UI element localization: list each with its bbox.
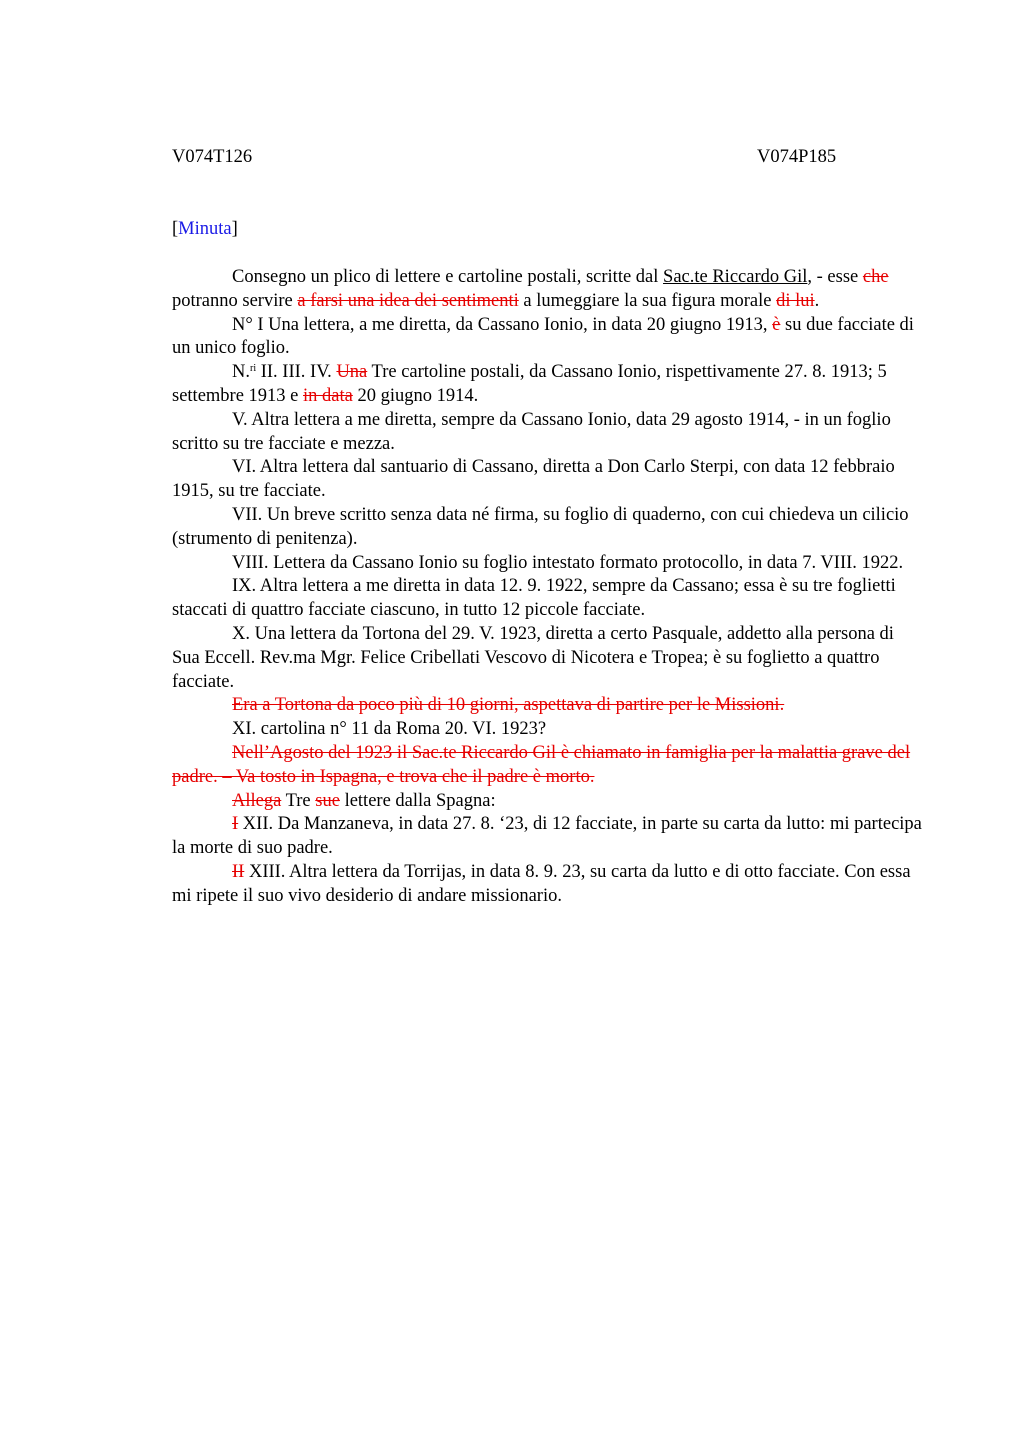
text-segment: Consegno un plico di lettere e cartoline postali, scritte dal [232, 267, 664, 287]
paragraph-deleted-tortona [172, 694, 924, 718]
text-segment: Tre cartoline postali, da Cassano Ionio, rispettivamente 27. 8. 1913; 5 settembre 1913 e [172, 362, 887, 406]
deleted-text: a farsi una idea dei sentimenti [297, 290, 519, 311]
text-segment: N. [232, 362, 250, 383]
deleted-text: è [772, 314, 781, 335]
paragraph-item-9: IX. Altra lettera a me diretta in data 12. 9. 1922, sempre da Cassano; essa è su tre foglietti staccati di quattro facciate ciascuno, in tutto 12 piccole facciate. [172, 576, 896, 621]
deleted-text: I [232, 814, 239, 835]
text-segment: su due facciate di un unico foglio. [172, 314, 914, 359]
deleted-text: II [232, 861, 245, 882]
text-segment: N° I Una lettera, a me diretta, da Cassano Ionio, in data 20 giugno 1913, [232, 314, 773, 335]
deleted-text: di lui [776, 290, 815, 311]
text-segment: , - esse [807, 267, 863, 287]
deleted-text: Allega [232, 790, 282, 811]
text-segment: a lumeggiare la sua figura morale [518, 290, 777, 311]
text-segment: 20 giugno 1914. [352, 385, 479, 406]
minuta-bracket-open: [ [172, 219, 179, 239]
deleted-text: Una [336, 362, 368, 383]
paragraph-item-2-4 [172, 361, 924, 409]
paragraph-allega [172, 790, 924, 814]
paragraph-item-7: VII. Un breve scritto senza data né firma, su foglio di quaderno, con cui chiedeva un cilicio (strumento di penitenza). [172, 504, 909, 549]
underlined-name: Sac.te Riccardo Gil [663, 267, 808, 287]
paragraph-item-11: XI. cartolina n° 11 da Roma 20. VI. 1923? [232, 719, 547, 740]
deleted-text: sue [315, 790, 340, 811]
text-segment: XII. Da Manzaneva, in data 27. 8. ‘23, di 12 facciate, in parte su carta da lutto: mi partecipa la morte di suo padre. [172, 814, 922, 859]
deleted-text: Nell’Agosto del 1923 il Sac.te Riccardo Gil è chiamato in famiglia per la malattia grave del padre. – Va tosto in Ispagna, e trova che il padre è morto. [172, 742, 911, 787]
paragraph-item-5: V. Altra lettera a me diretta, sempre da Cassano Ionio, data 29 agosto 1914, - in un foglio scritto su tre facciate e mezza. [172, 409, 891, 454]
page-header [172, 146, 844, 170]
text-segment: potranno servire [172, 290, 298, 311]
minuta-link[interactable]: Minuta [178, 219, 232, 239]
minuta-label [172, 218, 238, 242]
text-segment: Tre [281, 790, 316, 811]
text-segment: II. III. IV. [256, 362, 337, 383]
text-segment: lettere dalla Spagna: [339, 790, 496, 811]
deleted-text: che [862, 267, 889, 287]
minuta-bracket-close: ] [231, 219, 238, 239]
text-segment: . [814, 290, 820, 311]
paragraph-intro [172, 266, 924, 314]
paragraph-item-8: VIII. Lettera da Cassano Ionio su foglio intestato formato protocollo, in data 7. VIII. 1922. [232, 552, 904, 573]
paragraph-item-13 [172, 861, 924, 909]
deleted-text: Era a Tortona da poco più di 10 giorni, aspettava di partire per le Missioni. [232, 695, 785, 716]
paragraph-deleted-agosto [172, 742, 924, 790]
document-code-left: V074T126 [172, 147, 253, 167]
superscript: ri [250, 363, 257, 375]
deleted-text: in data [303, 385, 353, 406]
paragraph-item-6: VI. Altra lettera dal santuario di Cassano, diretta a Don Carlo Sterpi, con data 12 febbraio 1915, su tre facciate. [172, 457, 895, 502]
document-code-right: V074P185 [757, 147, 837, 167]
document-body [172, 266, 924, 909]
paragraph-item-10: X. Una lettera da Tortona del 29. V. 1923, diretta a certo Pasquale, addetto alla persona di Sua Eccell. Rev.ma Mgr. Felice Cribellati Vescovo di Nicotera e Tropea; è su foglietto a quattro facciate. [172, 623, 894, 692]
paragraph-item-1 [172, 314, 924, 362]
paragraph-item-12 [172, 813, 924, 861]
text-segment: XIII. Altra lettera da Torrijas, in data 8. 9. 23, su carta da lutto e di otto facciate. Con essa mi ripete il suo vivo desiderio di andare missionario. [172, 861, 911, 906]
